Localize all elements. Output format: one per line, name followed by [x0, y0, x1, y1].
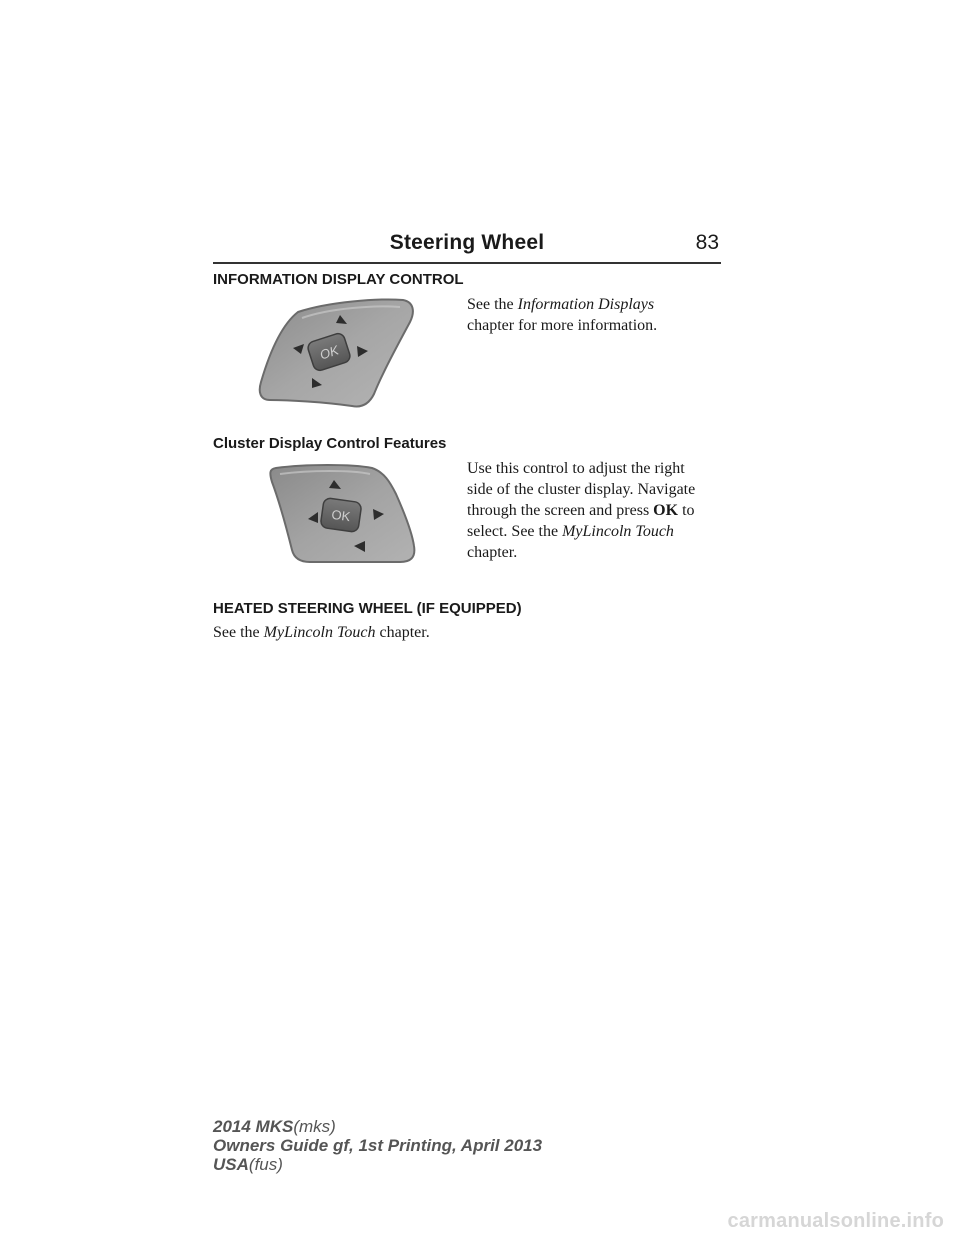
watermark: carmanualsonline.info [727, 1210, 944, 1232]
section-heading-information-display-control: INFORMATION DISPLAY CONTROL [213, 271, 464, 288]
section-heading-heated-steering-wheel: HEATED STEERING WHEEL (IF EQUIPPED) [213, 600, 522, 617]
steering-control-pad-icon [258, 298, 415, 410]
ok-bold-text: OK [653, 502, 679, 519]
page-title: Steering Wheel [389, 231, 545, 254]
cluster-display-control-figure [266, 462, 417, 565]
mylincoln-touch-reference-2: MyLincoln Touch [263, 624, 376, 641]
section-heading-cluster-display-control: Cluster Display Control Features [213, 435, 447, 452]
section2-paragraph: Use this control to adjust the right side of the cluster display. Navigate through the screen and press OK to select. See the MyLincoln Touch chapter. [467, 460, 696, 561]
information-displays-reference: Information Displays [517, 296, 655, 313]
section3-paragraph: See the MyLincoln Touch chapter. [213, 624, 430, 641]
mylincoln-touch-reference: MyLincoln Touch [562, 523, 674, 540]
ok-label-2: OK [330, 506, 352, 525]
page-number: 83 [695, 231, 719, 254]
page-header [213, 228, 721, 264]
information-display-control-figure [258, 298, 415, 410]
section1-paragraph: See the Information Displays chapter for more information. [467, 296, 658, 334]
document-footer: 2014 MKS(mks) Owners Guide gf, 1st Printing, April 2013 USA(fus) [213, 1117, 543, 1174]
ok-label: OK [317, 342, 341, 363]
steering-control-pad-icon-2 [266, 462, 417, 565]
